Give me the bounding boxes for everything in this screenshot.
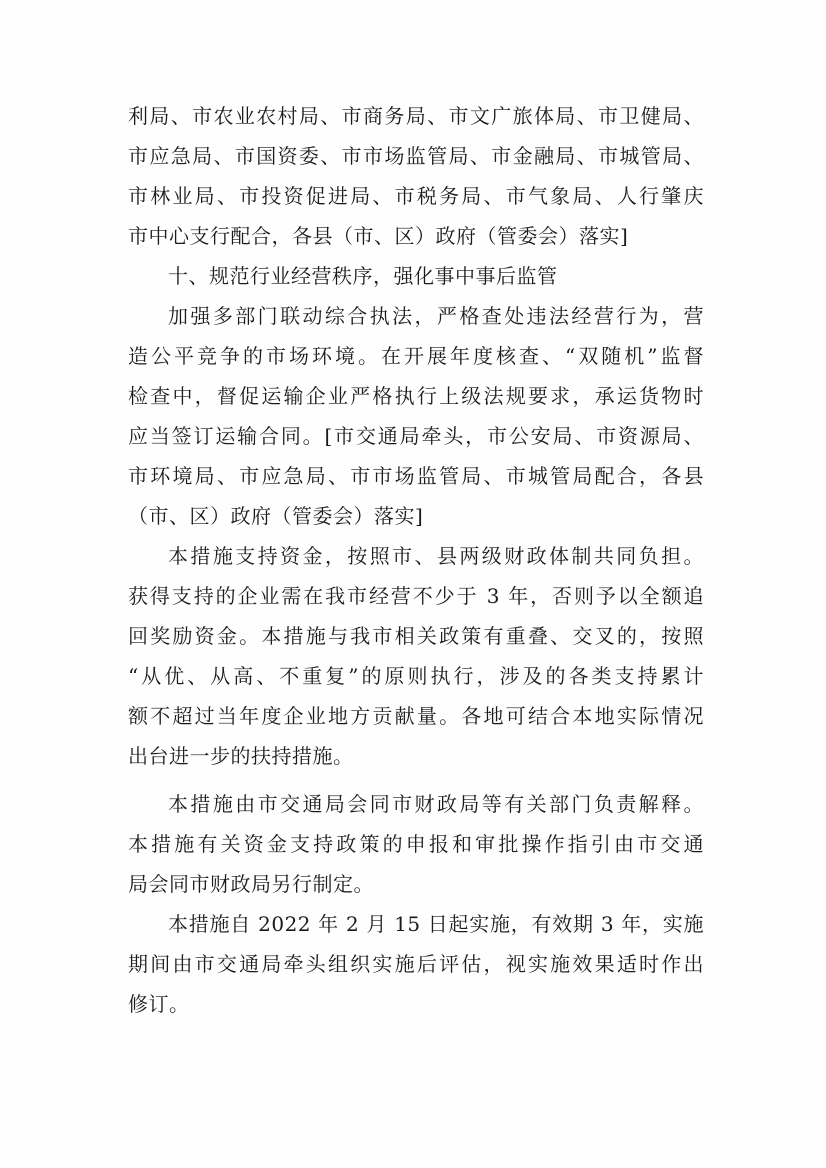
text-line: 出台进一步的扶持措施。: [128, 744, 354, 768]
text-line: 检查中，督促运输企业严格执行上级法规要求，承运货物时: [128, 384, 704, 408]
text-line: 回奖励资金。本措施与我市相关政策有重叠、交叉的，按照: [128, 624, 704, 648]
text-line: （市、区）政府（管委会）落实]: [128, 504, 424, 528]
text-line: 期间由市交通局牵头组织实施后评估，视实施效果适时作出: [128, 952, 704, 976]
text-line: 额不超过当年度企业地方贡献量。各地可结合本地实际情况: [128, 704, 704, 728]
text-line: 修订。: [128, 992, 190, 1016]
text-line: 获得支持的企业需在我市经营不少于 3 年，否则予以全额追: [128, 584, 704, 608]
text-line: 市应急局、市国资委、市市场监管局、市金融局、市城管局、: [128, 144, 704, 168]
text-line: 局会同市财政局另行制定。: [128, 872, 374, 896]
text-line: 市中心支行配合，各县（市、区）政府（管委会）落实]: [128, 224, 629, 248]
text-line: 市林业局、市投资促进局、市税务局、市气象局、人行肇庆: [128, 184, 704, 208]
text-line: 市环境局、市应急局、市市场监管局、市城管局配合，各县: [128, 464, 704, 488]
text-line: “从优、从高、不重复”的原则执行，涉及的各类支持累计: [128, 664, 704, 688]
text-line: 本措施自 2022 年 2 月 15 日起实施，有效期 3 年，实施: [168, 912, 704, 936]
text-line: 本措施由市交通局会同市财政局等有关部门负责解释。: [168, 792, 704, 816]
text-line: 利局、市农业农村局、市商务局、市文广旅体局、市卫健局、: [128, 104, 704, 128]
text-line: 加强多部门联动综合执法，严格查处违法经营行为，营: [168, 304, 704, 328]
text-line: 造公平竞争的市场环境。在开展年度核查、“双随机”监督: [128, 344, 704, 368]
text-line: 应当签订运输合同。[市交通局牵头，市公安局、市资源局、: [128, 424, 704, 448]
text-line: 本措施支持资金，按照市、县两级财政体制共同负担。: [168, 544, 704, 568]
text-line: 本措施有关资金支持政策的申报和审批操作指引由市交通: [128, 832, 704, 856]
section-heading: 十、规范行业经营秩序，强化事中事后监管: [168, 264, 558, 288]
